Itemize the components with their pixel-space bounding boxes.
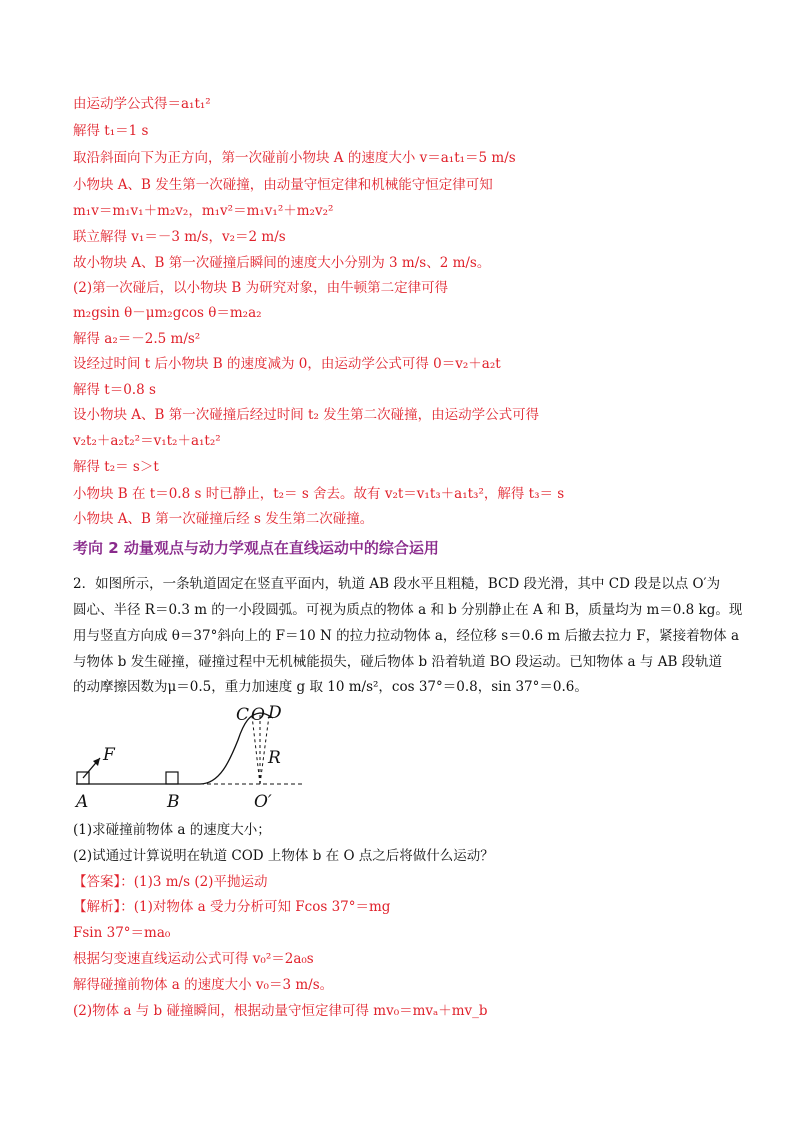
analysis-line: (2)物体 a 与 b 碰撞瞬间，根据动量守恒定律可得 mv₀＝mvₐ＋mv_b	[73, 1003, 488, 1019]
label-b: B	[167, 792, 180, 812]
block-b	[166, 772, 178, 784]
solution-line: (2)第一次碰后，以小物块 B 为研究对象，由牛顿第二定律可得	[73, 280, 449, 296]
solution-line: v₂t₂＋a₂t₂²＝v₁t₂＋a₁t₂²	[73, 433, 221, 449]
analysis-line: Fsin 37°＝ma₀	[73, 925, 171, 941]
question-line: (1)求碰撞前物体 a 的速度大小；	[73, 822, 271, 838]
solution-line: 联立解得 v₁＝－3 m/s，v₂＝2 m/s	[73, 229, 286, 245]
problem-line: 2．如图所示，一条轨道固定在竖直平面内，轨道 AB 段水平且粗糙，BCD 段光滑，其中 CD 段是以点 O′为	[73, 576, 721, 592]
analysis-text: ：(1)对物体 a 受力分析可知 Fcos 37°＝mg	[120, 899, 391, 915]
answer-text: ：(1)3 m/s (2)平抛运动	[120, 874, 268, 890]
solution-line: 由运动学公式得＝a₁t₁²	[73, 96, 211, 112]
solution-line: 小物块 A、B 发生第一次碰撞，由动量守恒定律和机械能守恒定律可知	[73, 177, 493, 193]
solution-line: 解得 t＝0.8 s	[73, 382, 156, 398]
solution-line: 设经过时间 t 后小物块 B 的速度减为 0，由运动学公式可得 0＝v₂＋a₂t	[73, 356, 501, 372]
analysis-line: 根据匀变速直线运动公式可得 v₀²＝2a₀s	[73, 951, 314, 967]
label-f: F	[103, 745, 115, 765]
solution-line: 设小物块 A、B 第一次碰撞后经过时间 t₂ 发生第二次碰撞，由运动学公式可得	[73, 407, 540, 423]
solution-line: 故小物块 A、B 第一次碰撞后瞬间的速度大小分别为 3 m/s、2 m/s。	[73, 255, 491, 271]
radius-c	[252, 716, 260, 784]
solution-line: 解得 t₂＝ s＞t	[73, 459, 159, 475]
answer-tag: 【答案】	[73, 874, 121, 890]
analysis-line	[73, 898, 390, 916]
section-heading: 考向 2 动量观点与动力学观点在直线运动中的综合运用	[73, 539, 439, 557]
solution-line: 解得 t₁＝1 s	[73, 123, 149, 139]
label-o-prime: O′	[254, 792, 272, 812]
label-r: R	[268, 748, 281, 768]
problem-line: 圆心、半径 R＝0.3 m 的一小段圆弧。可视为质点的物体 a 和 b 分别静止在 A 和 B，质量均为 m＝0.8 kg。现	[73, 602, 743, 618]
answer-line	[73, 873, 267, 891]
problem-line: 的动摩擦因数为μ＝0.5，重力加速度 g 取 10 m/s²，cos 37°＝0.8，sin 37°＝0.6。	[73, 679, 588, 695]
label-c: C	[236, 705, 250, 725]
problem-line: 与物体 b 发生碰撞，碰撞过程中无机械能损失，碰后物体 b 沿着轨道 BO 段运动。已知物体 a 与 AB 段轨道	[73, 654, 723, 670]
label-d: D	[268, 703, 282, 723]
solution-line: 解得 a₂＝－2.5 m/s²	[73, 331, 201, 347]
analysis-line: 解得碰撞前物体 a 的速度大小 v₀＝3 m/s。	[73, 977, 334, 993]
label-a: A	[76, 792, 89, 812]
solution-line: 小物块 B 在 t＝0.8 s 时已静止，t₂＝ s 舍去。故有 v₂t＝v₁t₃＋a₁t₃²，解得 t₃＝ s	[73, 486, 565, 502]
solution-line: 取沿斜面向下为正方向，第一次碰前小物块 A 的速度大小 v＝a₁t₁＝5 m/s	[73, 150, 516, 166]
analysis-tag: 【解析】	[73, 899, 121, 915]
problem-line: 用与竖直方向成 θ＝37°斜向上的 F＝10 N 的拉力拉动物体 a，经位移 s＝0.6 m 后撤去拉力 F，紧接着物体 a	[73, 628, 739, 644]
question-line: (2)试通过计算说明在轨道 COD 上物体 b 在 O 点之后将做什么运动？	[73, 848, 494, 864]
solution-line: m₂gsin θ－μm₂gcos θ＝m₂a₂	[73, 305, 262, 321]
label-o: O	[251, 705, 265, 725]
track-diagram	[70, 700, 330, 812]
solution-line: m₁v＝m₁v₁＋m₂v₂，m₁v²＝m₁v₁²＋m₂v₂²	[73, 203, 334, 219]
solution-line: 小物块 A、B 第一次碰撞后经 s 发生第二次碰撞。	[73, 511, 374, 527]
